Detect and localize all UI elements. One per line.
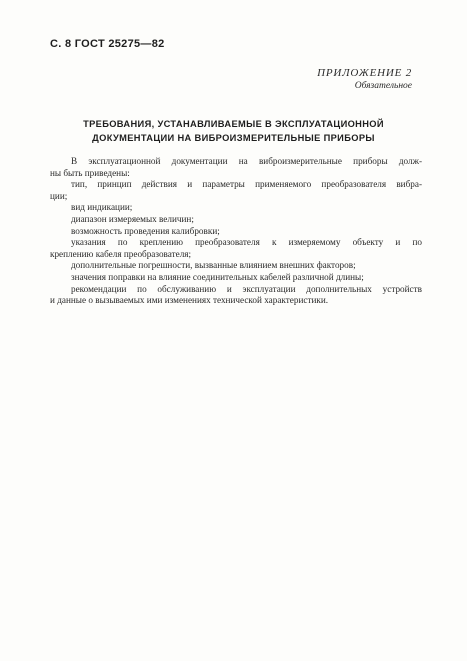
paragraph-intro-line-1: В эксплуатационной документации на виброизмерительные приборы долж- (71, 156, 422, 166)
item-transducer-type-line-2: ции; (50, 190, 68, 201)
item-mounting-line-2: креплению кабеля преобразователя; (50, 248, 192, 259)
item-maintenance-line-1: рекомендации по обслуживанию и эксплуатации дополнительных устройств (71, 283, 422, 294)
appendix-label (317, 66, 412, 93)
item-mounting-line-1: указания по креплению преобразователя к измеряемому объекту и по (71, 237, 422, 248)
item-transducer-type-line-1: тип, принцип действия и параметры применяемого преобразователя вибра- (71, 179, 422, 190)
paragraph-intro-line-2: ны быть приведены: (50, 167, 130, 178)
item-maintenance-line-2: и данные о вызываемых ими изменениях технической характеристики. (50, 295, 329, 306)
title-line-1: ТРЕБОВАНИЯ, УСТАНАВЛИВАЕМЫЕ В ЭКСПЛУАТАЦИОННОЙ (83, 119, 384, 129)
item-calibration: возможность проведения калибровки; (71, 225, 220, 236)
item-additional-errors: дополнительные погрешности, вызванные влиянием внешних факторов; (71, 260, 356, 271)
title-line-2: ДОКУМЕНТАЦИИ НА ВИБРОИЗМЕРИТЕЛЬНЫЕ ПРИБОРЫ (92, 133, 375, 143)
body-text (50, 156, 422, 307)
running-header: С. 8 ГОСТ 25275—82 (50, 38, 165, 50)
item-indication-type: вид индикации; (71, 202, 133, 213)
document-title (50, 117, 417, 145)
item-cable-correction: значения поправки на влияние соединительных кабелей различной длины; (71, 271, 364, 282)
appendix-title: ПРИЛОЖЕНИЕ 2 (317, 67, 412, 79)
item-measurement-range: диапазон измеряемых величин; (71, 213, 194, 224)
appendix-status: Обязательное (354, 81, 412, 91)
